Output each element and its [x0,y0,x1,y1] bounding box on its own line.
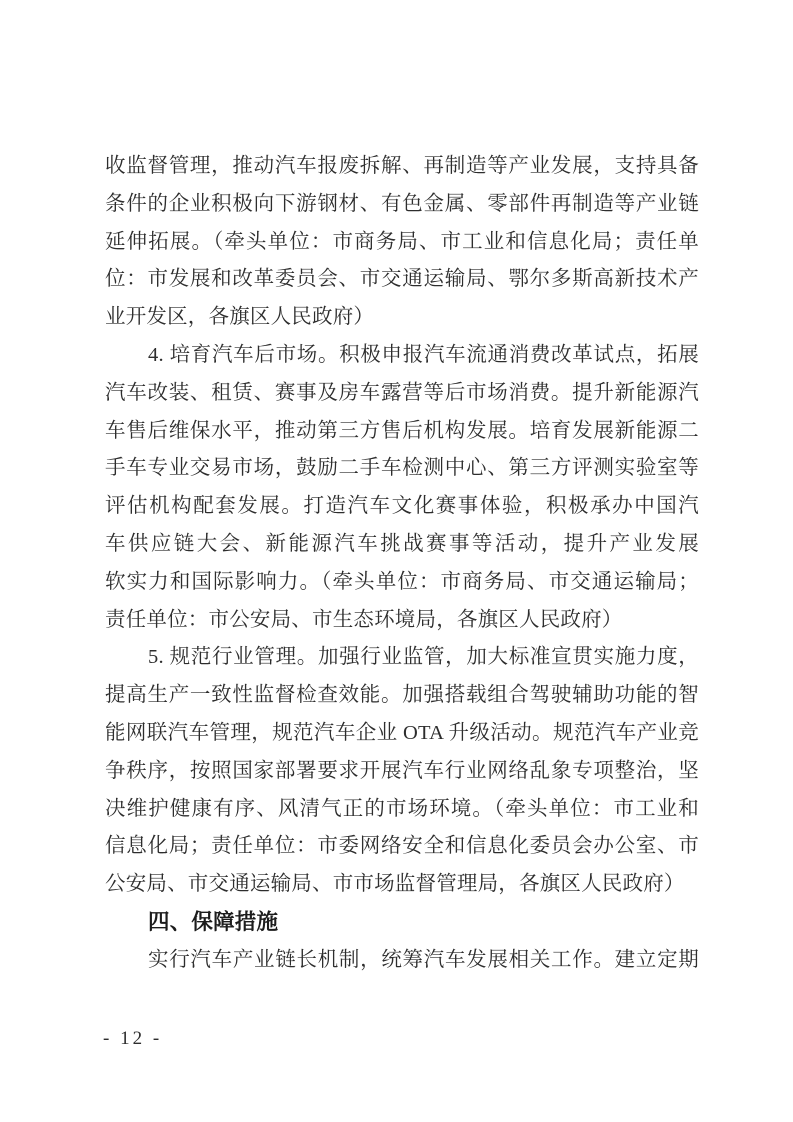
text-line: 业开发区，各旗区人民政府） [105,306,375,329]
text-line: 收监督管理，推动汽车报废拆解、再制造等产业发展，支持具备 [105,155,699,177]
text-line: 手车专业交易市场，鼓励二手车检测中心、第三方评测实验室等 [105,457,699,480]
text-line: 车供应链大会、新能源汽车挑战赛事等活动，提升产业发展 [105,532,699,555]
text-line: 信息化局；责任单位：市委网络安全和信息化委员会办公室、市 [105,835,699,858]
document-body [105,148,699,980]
text-line: 公安局、市交通运输局、市市场监督管理局，各旗区人民政府） [105,873,685,896]
text-line: 争秩序，按照国家部署要求开展汽车行业网络乱象专项整治，坚 [105,759,699,782]
text-line: 位：市发展和改革委员会、市交通运输局、鄂尔多斯高新技术产 [105,268,699,291]
text-line: 实行汽车产业链长机制，统筹汽车发展相关工作。建立定期 [148,948,699,971]
text-line: 能网联汽车管理，规范汽车企业 OTA 升级活动。规范汽车产业竞 [105,721,699,744]
page-number: - 12 - [103,1028,163,1049]
text-line: 4. 培育汽车后市场。积极申报汽车流通消费改革试点，拓展 [148,343,699,366]
text-line: 车售后维保水平，推动第三方售后机构发展。培育发展新能源二 [105,419,699,442]
text-line: 条件的企业积极向下游钢材、有色金属、零部件再制造等产业链 [105,192,699,215]
section-heading: 四、保障措施 [148,909,279,934]
text-line: 5. 规范行业管理。加强行业监管，加大标准宣贯实施力度， [148,646,699,669]
text-line: 决维护健康有序、风清气正的市场环境。（牵头单位：市工业和 [105,797,699,820]
text-line: 评估机构配套发展。打造汽车文化赛事体验，积极承办中国汽 [105,495,699,518]
text-line: 责任单位：市公安局、市生态环境局，各旗区人民政府） [105,608,623,631]
text-line: 延伸拓展。（牵头单位：市商务局、市工业和信息化局；责任单 [105,230,699,253]
text-line: 提高生产一致性监督检查效能。加强搭载组合驾驶辅助功能的智 [105,684,699,707]
text-line: 软实力和国际影响力。（牵头单位：市商务局、市交通运输局； [105,570,699,593]
text-line: 汽车改装、租赁、赛事及房车露营等后市场消费。提升新能源汽 [105,381,699,404]
